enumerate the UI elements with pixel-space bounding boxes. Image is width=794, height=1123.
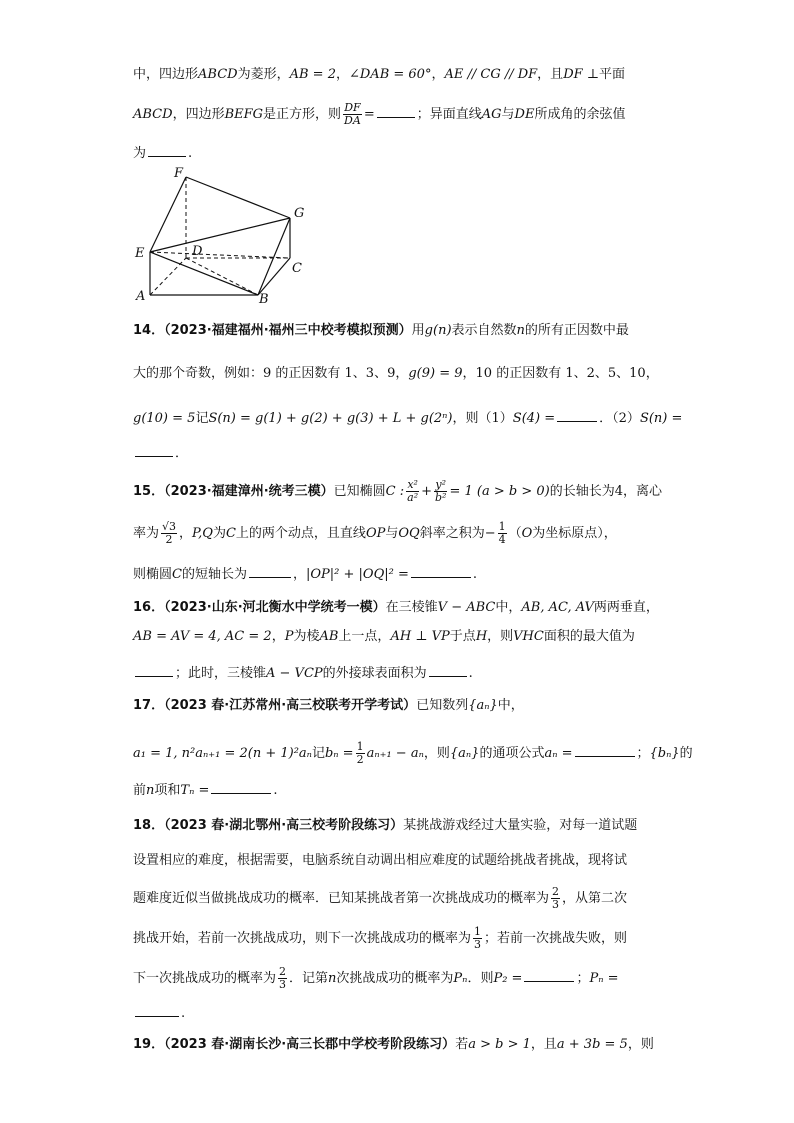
text: 前 <box>133 783 147 798</box>
math: O <box>521 526 533 541</box>
q15-line-1 <box>133 479 662 504</box>
q13-line-2 <box>133 102 625 127</box>
numerator: 1 <box>356 740 364 753</box>
fraction-y2-b2 <box>434 479 447 504</box>
q18-line-6 <box>133 1002 185 1023</box>
answer-blank <box>135 662 173 677</box>
math: {aₙ} <box>449 746 480 761</box>
text: 为棱 <box>293 629 320 644</box>
math: DE <box>514 107 535 122</box>
question-source: （2023·福建漳州·统考三模） <box>164 484 334 499</box>
math: g(9) = 9 <box>408 366 463 381</box>
math: A − VCP <box>266 666 323 681</box>
fraction-sqrt3-2 <box>161 521 177 546</box>
math: − <box>484 526 496 541</box>
answer-blank <box>377 103 415 118</box>
answer-blank <box>135 1002 179 1017</box>
math: H <box>475 629 488 644</box>
math: + <box>421 484 433 499</box>
numerator: 1 <box>474 925 482 938</box>
math: DF ⊥ <box>563 67 599 82</box>
text: 挑战开始，若前一次挑战成功，则下一次挑战成功的概率为 <box>133 931 472 946</box>
text: 率为 <box>133 526 160 541</box>
math: C <box>225 526 236 541</box>
question-number: 19． <box>133 1037 165 1052</box>
numerator: 2 <box>279 965 287 978</box>
text: . <box>472 567 477 582</box>
text: ． <box>175 446 189 461</box>
math: {aₙ} <box>468 698 498 713</box>
denominator: 2 <box>165 533 173 546</box>
math: |OP|² + |OQ|² = <box>306 567 409 582</box>
numerator: DF <box>344 101 361 114</box>
text: ， <box>292 567 306 582</box>
question-source: （2023 春·江苏常州·高三校联考开学考试） <box>164 698 417 713</box>
text: ， <box>431 67 445 82</box>
fraction-x2-a2 <box>406 479 419 504</box>
text: 与 <box>385 526 399 541</box>
q18-line-3 <box>133 886 627 911</box>
math: {bₙ} <box>649 746 680 761</box>
math: OQ <box>398 526 420 541</box>
q19-line-1 <box>133 1036 654 1054</box>
text: . <box>181 1006 186 1021</box>
text: 的短轴长为 <box>181 567 247 582</box>
text: 项和 <box>154 783 181 798</box>
question-source: （2023·福建福州·福州三中校考模拟预测） <box>164 323 412 338</box>
math: S(n) = g(1) + g(2) + g(3) + L + g(2ⁿ) <box>208 411 453 426</box>
math: Pₙ <box>453 971 468 986</box>
math: 4 <box>614 484 623 499</box>
math: S(4) = <box>512 411 556 426</box>
fraction-2-3 <box>551 886 560 911</box>
answer-blank <box>429 662 467 677</box>
text: ；若前一次挑战失败，则 <box>484 931 628 946</box>
text: 为 <box>212 526 226 541</box>
math: AB <box>319 629 339 644</box>
answer-blank <box>411 563 471 578</box>
q14-line-3 <box>133 407 682 428</box>
vertex-label-A: A <box>136 289 146 304</box>
denominator: b² <box>435 491 447 504</box>
fraction-2-3 <box>278 966 287 991</box>
text: ； <box>576 971 590 986</box>
q18-line-5 <box>133 966 619 991</box>
vertex-label-G: G <box>294 206 305 221</box>
hidden-edge-DB <box>186 258 258 295</box>
text: ，10 的正因数有 1、2、5、10， <box>462 366 659 381</box>
geometry-figure <box>130 165 330 305</box>
text: 设置相应的难度，根据需要，电脑系统自动调出相应难度的试题给挑战者挑战，现将试 <box>133 853 628 868</box>
answer-blank <box>557 407 597 422</box>
text: 为 <box>133 146 147 161</box>
math: n <box>328 971 337 986</box>
text: ，则 <box>627 1037 654 1052</box>
denominator: 3 <box>474 938 482 951</box>
text: 的所有正因数中最 <box>524 323 629 338</box>
math: BEFG <box>224 107 264 122</box>
denominator: 3 <box>279 978 287 991</box>
q16-line-2 <box>133 628 635 646</box>
denominator: 4 <box>498 533 506 546</box>
vertex-label-E: E <box>135 246 145 261</box>
text: 是正方形，则 <box>263 107 342 122</box>
q15-line-2 <box>133 521 617 546</box>
text: . <box>273 783 278 798</box>
math: C : <box>385 484 405 499</box>
text: 某挑战游戏经过大量实验，对每一道试题 <box>403 818 638 833</box>
hidden-edge-EC <box>150 252 290 258</box>
text: ，则 <box>423 746 450 761</box>
denominator: a² <box>407 491 419 504</box>
answer-blank <box>575 742 635 757</box>
text: ；异面直线 <box>416 107 482 122</box>
math: g(10) = 5 <box>133 411 196 426</box>
q16-line-3 <box>133 662 473 683</box>
math: g(n) <box>424 323 452 338</box>
answer-blank <box>135 442 173 457</box>
answer-blank <box>524 967 574 982</box>
q15-line-3 <box>133 563 477 584</box>
text: 上一点， <box>338 629 391 644</box>
text: ， <box>271 629 285 644</box>
text: 在三棱锥 <box>385 600 438 615</box>
text: 平面 <box>599 67 626 82</box>
fraction-1-2 <box>356 741 365 766</box>
math: AG <box>481 107 502 122</box>
math: VHC <box>513 629 544 644</box>
edge-FG <box>186 177 290 218</box>
q18-line-1 <box>133 817 637 835</box>
question-number: 14． <box>133 323 165 338</box>
text: ．（2） <box>599 411 640 426</box>
text: 已知数列 <box>416 698 469 713</box>
question-source: （2023·山东·河北衡水中学统考一模） <box>164 600 386 615</box>
text: ．则 <box>467 971 494 986</box>
edge-EG <box>150 218 290 252</box>
text: 的 <box>679 746 693 761</box>
text: 用 <box>411 323 425 338</box>
answer-blank <box>211 779 271 794</box>
text: 记 <box>195 411 209 426</box>
text: 与 <box>501 107 515 122</box>
text: ；此时，三棱锥 <box>175 666 267 681</box>
vertex-label-B: B <box>259 292 269 305</box>
math: bₙ = <box>324 746 354 761</box>
text: . <box>468 666 473 681</box>
math: aₙ = <box>544 746 573 761</box>
text: 记 <box>311 746 325 761</box>
question-number: 15． <box>133 484 165 499</box>
text: 大的那个奇数，例如：9 的正因数有 1、3、9， <box>133 366 409 381</box>
denominator: 2 <box>356 753 364 766</box>
math: OP <box>365 526 386 541</box>
text: 表示自然数 <box>451 323 517 338</box>
math: C <box>172 567 182 582</box>
math: a₁ = 1, n²aₙ₊₁ = 2(n + 1)²aₙ <box>133 746 312 761</box>
vertex-label-F: F <box>174 166 184 181</box>
question-source: （2023 春·湖南长沙·高三长郡中学校考阶段练习） <box>164 1037 456 1052</box>
text: 中，四边形 <box>133 67 199 82</box>
fraction-1-3 <box>473 926 482 951</box>
edge-FE <box>150 177 186 252</box>
math: aₙ₊₁ − aₙ <box>366 746 424 761</box>
math: P <box>284 629 294 644</box>
text: 题难度近似当做挑战成功的概率．已知某挑战者第一次挑战成功的概率为 <box>133 891 550 906</box>
vertex-label-D: D <box>192 244 203 259</box>
text: 为坐标原点）， <box>532 526 617 541</box>
fraction-df-da <box>343 102 362 127</box>
text: 的通项公式 <box>479 746 545 761</box>
q13-line-3 <box>133 142 192 163</box>
math: AH ⊥ VP <box>390 629 450 644</box>
text: . <box>188 146 193 161</box>
text: ，四边形 <box>172 107 225 122</box>
math: a > b > 1 <box>468 1037 531 1052</box>
denominator: DA <box>344 114 361 127</box>
text: ，且 <box>537 67 564 82</box>
answer-blank <box>249 563 291 578</box>
q17-line-3 <box>133 779 278 800</box>
text: 上的两个动点，且直线 <box>235 526 366 541</box>
question-number: 16． <box>133 600 165 615</box>
q18-line-2 <box>133 852 627 870</box>
text: ，且 <box>530 1037 557 1052</box>
math: Tₙ = <box>180 783 210 798</box>
text: ．记第 <box>289 971 329 986</box>
q16-line-1 <box>133 599 659 617</box>
text: 若 <box>455 1037 469 1052</box>
q17-line-1 <box>133 697 524 715</box>
q13-line-1 <box>133 66 625 84</box>
text: 为菱形， <box>237 67 290 82</box>
text: 两两垂直， <box>593 600 659 615</box>
numerator: 2 <box>552 885 560 898</box>
text: 面积的最大值为 <box>543 629 635 644</box>
text: 中， <box>497 698 524 713</box>
math: V − ABC <box>437 600 496 615</box>
q14-line-2 <box>133 365 659 383</box>
text: ，离心 <box>623 484 663 499</box>
text: （ <box>508 526 522 541</box>
text: ，则（1） <box>452 411 513 426</box>
q14-line-4 <box>133 442 188 463</box>
math: = 1 (a > b > 0) <box>449 484 550 499</box>
math: = <box>363 107 375 122</box>
numerator: x² <box>407 478 418 491</box>
edge-BC <box>258 258 290 295</box>
numerator: y² <box>435 478 447 491</box>
text: 的长轴长为 <box>549 484 615 499</box>
text: ，从第二次 <box>562 891 628 906</box>
hidden-edge-AD <box>150 258 186 295</box>
vertex-label-C: C <box>292 261 302 276</box>
numerator: √3 <box>162 520 177 533</box>
text: 次挑战成功的概率为 <box>336 971 454 986</box>
text: 下一次挑战成功的概率为 <box>133 971 277 986</box>
math: ABCD <box>133 107 173 122</box>
math: AB, AC, AV <box>521 600 594 615</box>
text: 斜率之积为 <box>419 526 485 541</box>
q17-line-2 <box>133 741 693 766</box>
math: P,Q <box>192 526 213 541</box>
question-number: 17． <box>133 698 165 713</box>
q18-line-4 <box>133 926 627 951</box>
math: P₂ = <box>493 971 523 986</box>
text: 所成角的余弦值 <box>534 107 626 122</box>
denominator: 3 <box>552 898 560 911</box>
text: ，则 <box>487 629 514 644</box>
math: ∠DAB = 60° <box>348 67 432 82</box>
text: ， <box>179 526 193 541</box>
text: ； <box>636 746 650 761</box>
text: 中， <box>495 600 522 615</box>
math: AB = 2 <box>289 67 336 82</box>
text: 则椭圆 <box>133 567 173 582</box>
text: 的外接球表面积为 <box>322 666 427 681</box>
math: n <box>516 323 525 338</box>
math: a + 3b = 5 <box>556 1037 628 1052</box>
fraction-1-4 <box>498 521 507 546</box>
text: 已知椭圆 <box>333 484 386 499</box>
math: ABCD <box>198 67 238 82</box>
question-number: 18． <box>133 818 165 833</box>
q14-line-1 <box>133 322 629 340</box>
answer-blank <box>148 142 186 157</box>
text: 于点 <box>449 629 476 644</box>
text: ， <box>335 67 349 82</box>
math: Pₙ = <box>589 971 619 986</box>
question-source: （2023 春·湖北鄂州·高三校考阶段练习） <box>164 818 404 833</box>
math: S(n) = <box>639 411 683 426</box>
math: n <box>146 783 155 798</box>
numerator: 1 <box>498 520 506 533</box>
math: AB = AV = 4, AC = 2 <box>133 629 272 644</box>
math: AE // CG // DF <box>444 67 538 82</box>
